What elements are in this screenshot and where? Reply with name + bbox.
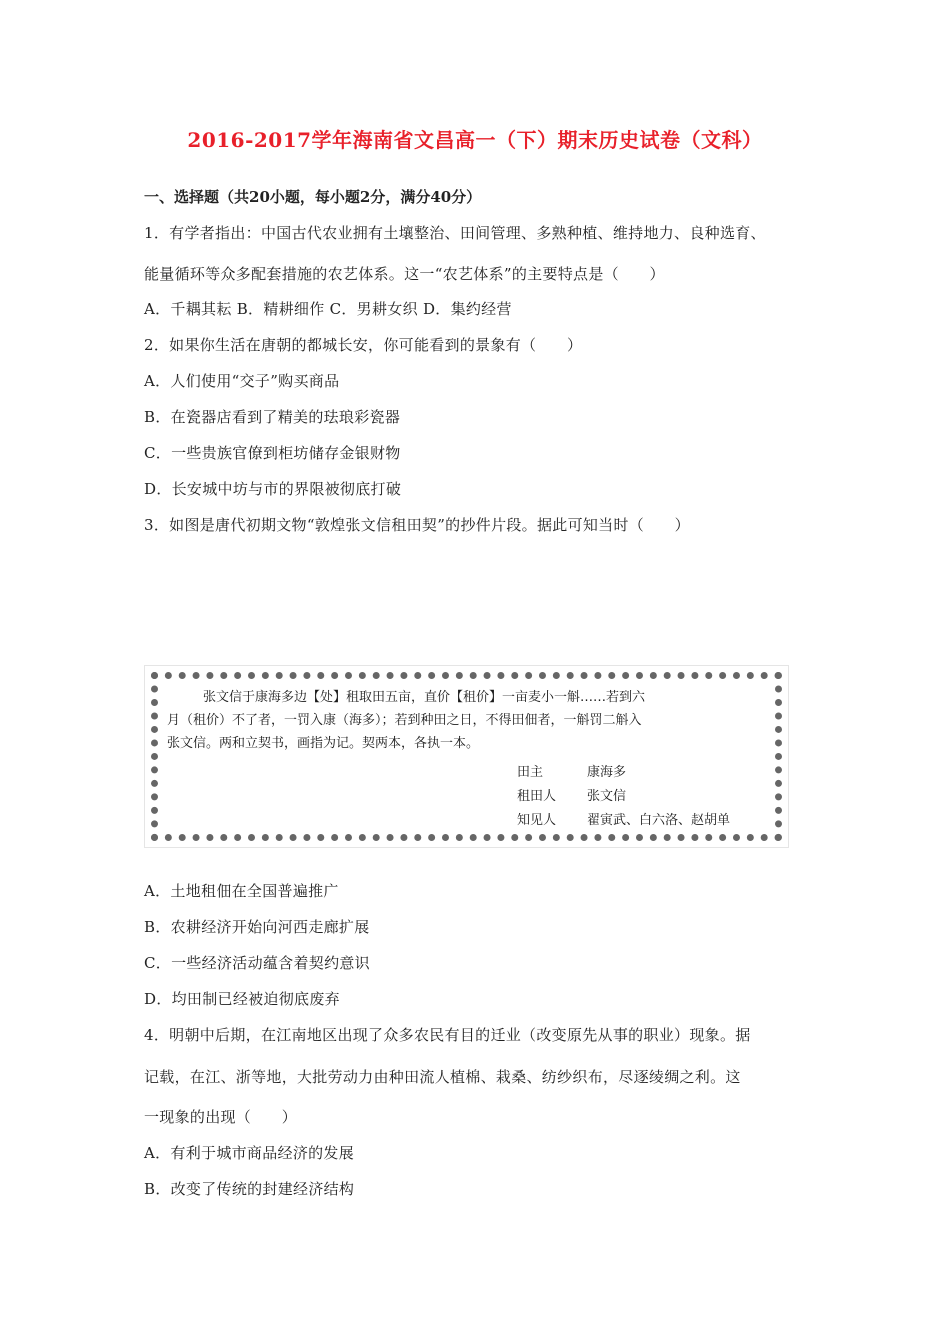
question-3-stem: 3．如图是唐代初期文物“敦煌张文信租田契”的抄件片段。据此可知当时（ ） (144, 516, 690, 534)
question-4-line-2: 记载，在江、浙等地，大批劳动力由种田流人植棉、栽桑、纺纱织布，尽逐绫绸之利。这 (144, 1068, 741, 1086)
page-title: 2016-2017学年海南省文昌高一（下）期末历史试卷（文科） (187, 128, 763, 152)
question-1-options: A．千耦其耘 B．精耕细作 C．男耕女织 D．集约经营 (144, 300, 512, 318)
question-1-line-2: 能量循环等众多配套措施的农艺体系。这一“农艺体系”的主要特点是（ ） (144, 265, 665, 283)
contract-figure (144, 665, 789, 848)
question-2-option-c: C．一些贵族官僚到柜坊储存金银财物 (144, 444, 401, 462)
contract-line-1: 张文信于康海多边【处】租取田五亩，直价【租价】一亩麦小一斛……若到六 (203, 690, 646, 705)
signature-label: 知见人 (517, 813, 557, 828)
signature-value: 翟寅武、白六洛、赵胡单 (587, 813, 731, 828)
question-1-line-1: 1．有学者指出：中国古代农业拥有土壤整治、田间管理、多熟种植、维持地力、良种选育、 (144, 224, 766, 242)
question-3-option-b: B．农耕经济开始向河西走廊扩展 (144, 918, 370, 936)
contract-line-2: 月（租价）不了者，一罚入康（海多）；若到种田之日，不得田佃者，一斛罚二斛入 (167, 713, 642, 728)
question-4-line-1: 4．明朝中后期，在江南地区出现了众多农民有目的迁业（改变原先从事的职业）现象。据 (144, 1026, 751, 1044)
question-4-option-a: A．有利于城市商品经济的发展 (144, 1144, 355, 1162)
contract-text (167, 686, 766, 833)
question-3-option-c: C．一些经济活动蕴含着契约意识 (144, 954, 370, 972)
section-heading: 一、选择题（共20小题，每小题2分，满分40分） (144, 188, 482, 206)
question-2-option-d: D．长安城中坊与市的界限被彻底打破 (144, 480, 402, 498)
question-4-line-3: 一现象的出现（ ） (144, 1108, 298, 1126)
signature-label: 田主 (517, 765, 544, 780)
question-2-option-b: B．在瓷器店看到了精美的珐琅彩瓷器 (144, 408, 401, 426)
signature-label: 租田人 (517, 789, 557, 804)
signature-value: 张文信 (587, 789, 627, 804)
contract-line-3: 张文信。两和立契书，画指为记。契两本，各执一本。 (167, 736, 480, 751)
question-4-option-b: B．改变了传统的封建经济结构 (144, 1180, 355, 1198)
question-2-option-a: A．人们使用“交子”购买商品 (144, 372, 340, 390)
question-3-option-d: D．均田制已经被迫彻底废弃 (144, 990, 340, 1008)
question-2-stem: 2．如果你生活在唐朝的都城长安，你可能看到的景象有（ ） (144, 336, 583, 354)
signature-value: 康海多 (587, 765, 627, 780)
question-3-option-a: A．土地租佃在全国普遍推广 (144, 882, 339, 900)
